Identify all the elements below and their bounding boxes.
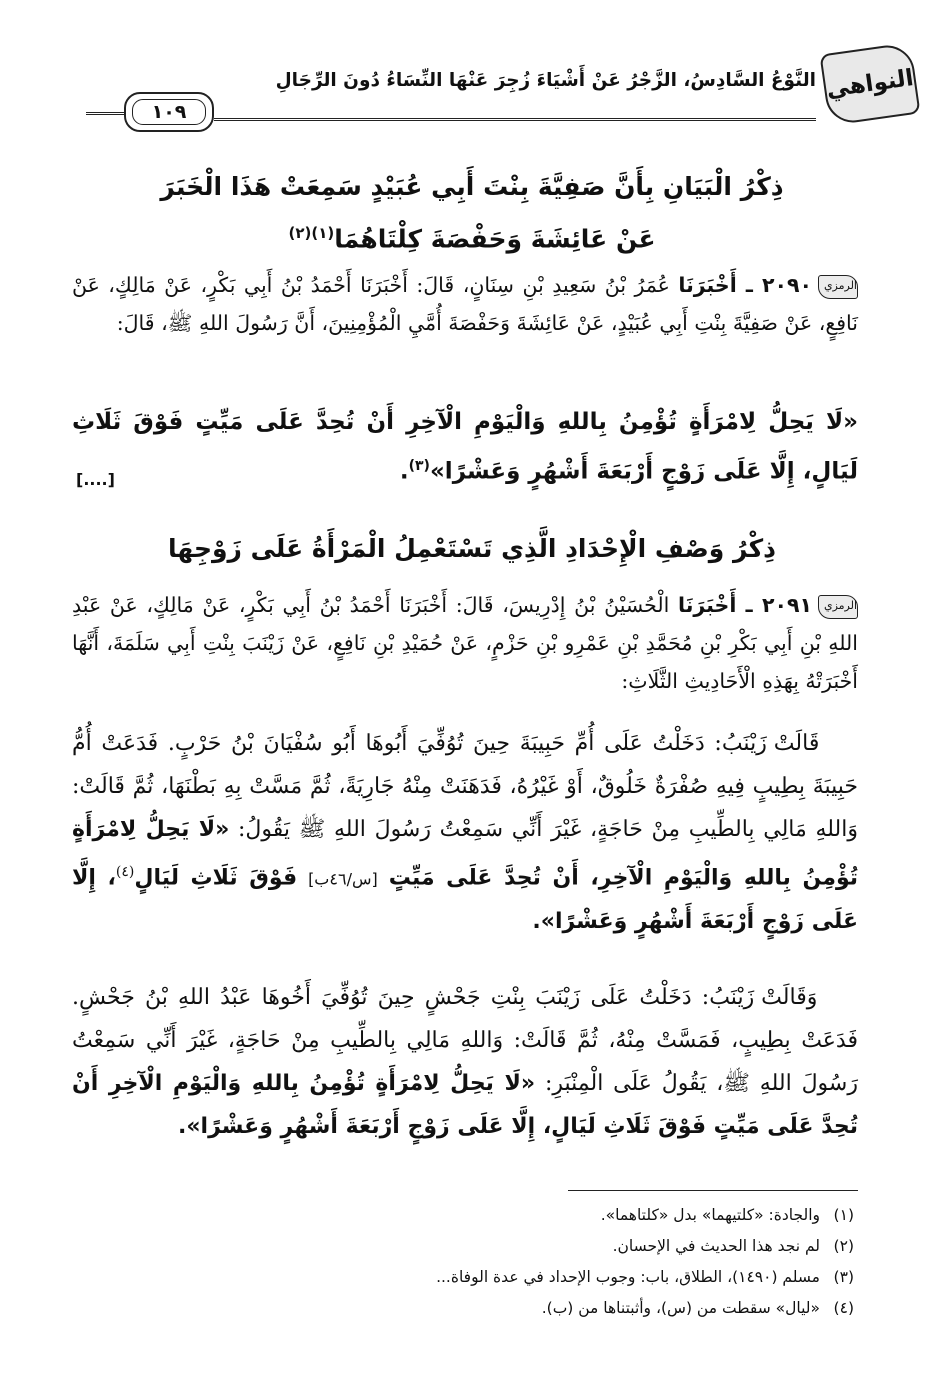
omission-bracket: [....] xyxy=(76,470,115,489)
akhbarana-label: أَخْبَرَنَا xyxy=(678,273,737,297)
footnote-marker-3: (٣) xyxy=(408,458,430,474)
hadith-2090-quote: «لَا يَحِلُّ لِامْرَأَةٍ تُؤْمِنُ بِاللهِ وَالْيَوْمِ الْآخِرِ أَنْ تُحِدَّ عَلَى مَيِّتٍ فَوْقَ ثَلَاثِ لَيَالٍ، إِلَّا عَلَى زَوْجٍ أَرْبَعَةَ أَشْهُرٍ وَعَشْرًا»$^{(٣)}$. xyxy=(72,409,858,485)
paragraph-1-quote-a: «لَا يَحِلُّ لِامْرَأَةٍ تُؤْمِنُ بِاللهِ وَالْيَوْمِ الْآخِرِ، أَنْ تُحِدَّ عَلَى مَيِّتٍ xyxy=(72,817,859,891)
footnote-1-marker: (١) xyxy=(833,1206,854,1224)
footnote-4-marker: (٤) xyxy=(833,1299,854,1317)
manuscript-reference: [س/٤٦ب] xyxy=(308,869,378,889)
footnote-marker-4: (٤) xyxy=(115,864,135,880)
footnote-2-text: لم نجد هذا الحديث في الإحسان. xyxy=(612,1237,820,1255)
hadith-marker-icon: الرمزي xyxy=(818,595,858,619)
footnote-4-text: «ليال» سقطت من (س)، وأثبتناها من (ب). xyxy=(541,1299,820,1317)
footnote-separator xyxy=(568,1190,858,1191)
page-header xyxy=(86,48,916,128)
footnote-4 xyxy=(120,1293,854,1324)
footnote-3-marker: (٣) xyxy=(833,1268,854,1286)
hadith-number-2091: ٢٠٩١ xyxy=(761,593,813,617)
footnote-2 xyxy=(120,1231,854,1262)
paragraph-1-text: قَالَتْ زَيْنَبُ: دَخَلْتُ عَلَى أُمِّ حَبِيبَةَ حِينَ تُوُفِّيَ أَبُوهَا أَبُو سُفْيَانَ بْنُ حَرْبٍ. فَدَعَتْ أُمُّ حَبِيبَةَ بِطِيبٍ فِيهِ صُفْرَةٌ خَلُوقٌ، أَوْ غَيْرُهُ، فَدَهَنَتْ مِنْهُ جَارِيَةً، ثُمَّ مَسَّتْ بِهِ بَطْنَهَا، ثُمَّ قَالَتْ: وَاللهِ مَالِي بِالطِّيبِ مِنْ حَاجَةٍ، غَيْرَ أَنِّي سَمِعْتُ رَسُولَ اللهِ ﷺ يَقُولُ: xyxy=(72,731,858,842)
header-rule xyxy=(214,118,816,125)
running-title: النَّوْعُ السَّادِسُ، الزَّجْرُ عَنْ أَشْيَاءَ زُجِرَ عَنْهَا النِّسَاءُ دُونَ الرِّجَالِ xyxy=(275,70,816,91)
footnote-1 xyxy=(120,1200,854,1231)
page-number-frame xyxy=(124,92,214,132)
chapter-badge xyxy=(819,42,920,126)
chapter-badge-label: النواهي xyxy=(824,65,916,103)
footnote-3-text: مسلم (١٤٩٠)، الطلاق، باب: وجوب الإحداد في عدة الوفاة... xyxy=(436,1268,820,1286)
footnote-3 xyxy=(120,1262,854,1293)
hadith-2091-isnad-text: الْحُسَيْنُ بْنُ إِدْرِيسَ، قَالَ: أَخْبَرَنَا أَحْمَدُ بْنُ أَبِي بَكْرٍ، عَنْ مَالِكٍ، عَنْ عَبْدِ اللهِ بْنِ أَبِي بَكْرِ بْنِ مُحَمَّدِ بْنِ عَمْرِو بْنِ حَزْمٍ، عَنْ حُمَيْدِ بْنِ نَافِعٍ، عَنْ زَيْنَبَ بِنْتِ أَبِي سَلَمَةَ، أَنَّهَا أَخْبَرَتْهُ بِهَذِهِ الْأَحَادِيثِ الثَّلَاثِ: xyxy=(72,593,858,693)
section-heading-1 xyxy=(70,164,874,262)
akhbarana-label: أَخْبَرَنَا xyxy=(678,593,737,617)
paragraph-2-quote: «لَا يَحِلُّ لِامْرَأَةٍ تُؤْمِنُ بِاللهِ وَالْيَوْمِ الْآخِرِ أَنْ تُحِدَّ عَلَى مَيِّتٍ فَوْقَ ثَلَاثِ لَيَالٍ، إِلَّا عَلَى زَوْجٍ أَرْبَعَةَ أَشْهُرٍ وَعَشْرًا». xyxy=(72,1071,858,1139)
header-rule-left xyxy=(86,112,124,119)
footnote-1-text: والجادة: «كلتيهما» بدل «كلتاهما». xyxy=(600,1206,820,1224)
hadith-2091-paragraph-2 xyxy=(72,976,858,1148)
hadith-2091-paragraph-1 xyxy=(72,722,858,943)
section-heading-2: ذِكْرُ وَصْفِ الْإِحْدَادِ الَّذِي تَسْتَعْمِلُ الْمَرْأَةُ عَلَى زَوْجِهَا xyxy=(168,534,776,563)
paragraph-2-text: وَقَالَتْ زَيْنَبُ: دَخَلْتُ عَلَى زَيْنَبَ بِنْتِ جَحْشٍ حِينَ تُوُفِّيَ أَخُوهَا عَبْدُ اللهِ بْنُ جَحْشٍ. فَدَعَتْ بِطِيبٍ، فَمَسَّتْ مِنْهُ، ثُمَّ قَالَتْ: وَاللهِ مَالِي بِالطِّيبِ مِنْ حَاجَةٍ، غَيْرَ أَنِّي سَمِعْتُ رَسُولَ اللهِ ﷺ، يَقُولُ عَلَى الْمِنْبَرِ: xyxy=(72,985,858,1096)
hadith-2091-isnad: الرمزي٢٠٩١ ـ أَخْبَرَنَا الْحُسَيْنُ بْنُ إِدْرِيسَ، قَالَ: أَخْبَرَنَا أَحْمَدُ بْنُ أَبِي بَكْرٍ، عَنْ مَالِكٍ، عَنْ عَبْدِ اللهِ بْنِ أَبِي بَكْرِ بْنِ مُحَمَّدِ بْنِ عَمْرِو بْنِ حَزْمٍ، عَنْ حُمَيْدِ بْنِ نَافِعٍ، عَنْ زَيْنَبَ بِنْتِ أَبِي سَلَمَةَ، أَنَّهَا أَخْبَرَتْهُ بِهَذِهِ الْأَحَادِيثِ الثَّلَاثِ: xyxy=(72,593,858,693)
hadith-2090-isnad: الرمزي٢٠٩٠ ـ أَخْبَرَنَا عُمَرُ بْنُ سَعِيدِ بْنِ سِنَانٍ، قَالَ: أَخْبَرَنَا أَحْمَدُ بْنُ أَبِي بَكْرٍ، عَنْ مَالِكٍ، عَنْ نَافِعٍ، عَنْ صَفِيَّةَ بِنْتِ أَبِي عُبَيْدٍ، عَنْ عَائِشَةَ وَحَفْصَةَ أُمَّيِ الْمُؤْمِنِينَ، أَنَّ رَسُولَ اللهِ ﷺ، قَالَ: xyxy=(72,273,858,335)
paragraph-1-quote-c: ، إِلَّا عَلَى زَوْجٍ أَرْبَعَةَ أَشْهُرٍ وَعَشْرًا». xyxy=(72,865,858,935)
footnote-markers-1-2: (١)(٢) xyxy=(288,224,335,242)
section-heading-1-line1: ذِكْرُ الْبَيَانِ بِأَنَّ صَفِيَّةَ بِنْتَ أَبِي عُبَيْدٍ سَمِعَتْ هَذَا الْخَبَرَ xyxy=(160,172,784,201)
hadith-number-2090: ٢٠٩٠ xyxy=(761,273,812,297)
section-heading-1-line2: عَنْ عَائِشَةَ وَحَفْصَةَ كِلْتَاهُمَا xyxy=(334,224,656,254)
hadith-2090-quote-text: «لَا يَحِلُّ لِامْرَأَةٍ تُؤْمِنُ بِاللهِ وَالْيَوْمِ الْآخِرِ أَنْ تُحِدَّ عَلَى مَيِّتٍ فَوْقَ ثَلَاثِ لَيَالٍ، إِلَّا عَلَى زَوْجٍ أَرْبَعَةَ أَشْهُرٍ وَعَشْرًا» xyxy=(72,409,858,485)
hadith-2090-text: عُمَرُ بْنُ سَعِيدِ بْنِ سِنَانٍ، قَالَ: أَخْبَرَنَا أَحْمَدُ بْنُ أَبِي بَكْرٍ، عَنْ مَالِكٍ، عَنْ نَافِعٍ، عَنْ صَفِيَّةَ بِنْتِ أَبِي عُبَيْدٍ، عَنْ عَائِشَةَ وَحَفْصَةَ أُمَّيِ الْمُؤْمِنِينَ، أَنَّ رَسُولَ اللهِ ﷺ، قَالَ: xyxy=(72,273,858,335)
paragraph-1-quote-b: فَوْقَ ثَلَاثِ لَيَالٍ xyxy=(134,865,298,891)
hadith-marker-icon: الرمزي xyxy=(818,275,858,299)
footnotes xyxy=(120,1200,854,1324)
footnote-2-marker: (٢) xyxy=(833,1237,854,1255)
page-number: ١٠٩ xyxy=(132,99,206,125)
